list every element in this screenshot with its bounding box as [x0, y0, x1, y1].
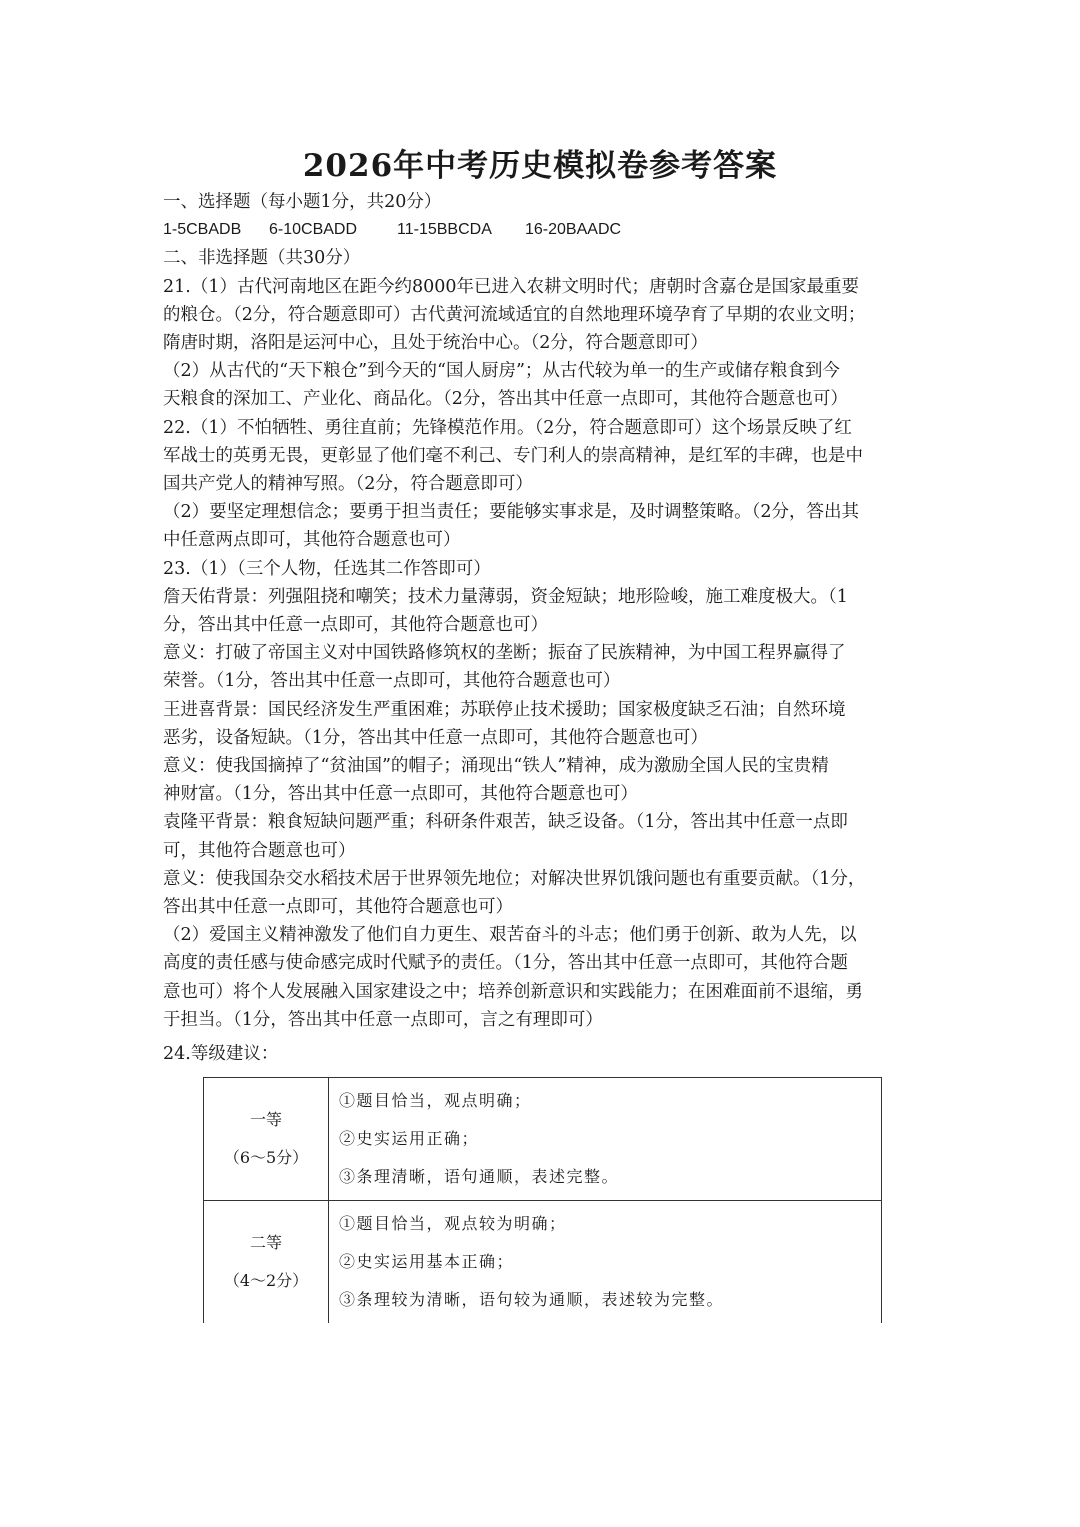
- answer-line: 天粮食的深加工、产业化、商品化。（2分，答出其中任意一点即可，其他符合题意也可）: [163, 389, 848, 410]
- answer-line: 意义：打破了帝国主义对中国铁路修筑权的垄断；振奋了民族精神，为中国工程界赢得了: [163, 643, 846, 664]
- section2-lines: [163, 273, 923, 1034]
- answer-line: （2）要坚定理想信念；要勇于担当责任；要能够实事求是，及时调整策略。（2分，答出其: [163, 502, 860, 523]
- grade-row: [204, 1201, 882, 1324]
- answer-line: 军战士的英勇无畏，更彰显了他们毫不利己、专门利人的崇高精神，是红军的丰碑，也是中: [163, 445, 863, 466]
- grade-level: 二等: [249, 1233, 282, 1252]
- answer-line: 意义：使我国摘掉了“贫油国”的帽子；涌现出“铁人”精神，成为激励全国人民的宝贵精: [163, 756, 829, 777]
- answer-line: 意义：使我国杂交水稻技术居于世界领先地位；对解决世界饥饿问题也有重要贡献。（1分，: [163, 868, 866, 889]
- grade-level-cell: [204, 1078, 329, 1201]
- answer-group: 1-5CBADB: [163, 221, 242, 239]
- answer-line: 荣誉。（1分，答出其中任意一点即可，其他符合题意也可）: [163, 671, 621, 692]
- answer-line: 袁隆平背景：粮食短缺问题严重；科研条件艰苦，缺乏设备。（1分，答出其中任意一点即: [163, 812, 848, 833]
- answer-line: 分，答出其中任意一点即可，其他符合题意也可）: [163, 615, 548, 636]
- answer-line: 22.（1）不怕牺牲、勇往直前；先锋模范作用。（2分，符合题意即可）这个场景反映了红: [163, 417, 852, 438]
- choice-answers: [163, 216, 923, 244]
- answer-line: 意也可）将个人发展融入国家建设之中；培养创新意识和实践能力；在困难面前不退缩，勇: [163, 981, 863, 1002]
- grade-score: （4～2分）: [223, 1271, 309, 1290]
- grade-criterion: ②史实运用正确；: [339, 1129, 480, 1148]
- answer-line: 21.（1）古代河南地区在距今约8000年已进入农耕文明时代；唐朝时含嘉仓是国家最重要: [163, 276, 859, 297]
- answer-group: 6-10CBADD: [269, 221, 358, 239]
- answer-line: 詹天佑背景：列强阻挠和嘲笑；技术力量薄弱，资金短缺；地形险峻，施工难度极大。（1: [163, 586, 848, 607]
- answer-line: （2）爱国主义精神激发了他们自力更生、艰苦奋斗的斗志；他们勇于创新、敢为人先，以: [163, 925, 857, 946]
- answer-line: （2）从古代的“天下粮仓”到今天的“国人厨房”；从古代较为单一的生产或储存粮食到今: [163, 361, 840, 382]
- answer-line: 隋唐时期，洛阳是运河中心，且处于统治中心。（2分，符合题意即可）: [163, 333, 708, 354]
- answer-line: 于担当。（1分，答出其中任意一点即可，言之有理即可）: [163, 1009, 603, 1030]
- grade-criteria-cell: [329, 1078, 882, 1201]
- page-title: 2026年中考历史模拟卷参考答案: [302, 148, 778, 184]
- q24-heading: 24.等级建议：: [163, 1044, 279, 1064]
- grade-score: （6～5分）: [223, 1148, 309, 1167]
- answer-group: 16-20BAADC: [525, 221, 622, 239]
- answer-line: 中任意两点即可，其他符合题意也可）: [163, 530, 461, 551]
- grade-criterion: ①题目恰当，观点较为明确；: [339, 1214, 567, 1233]
- section1-heading: 一、选择题（每小题1分，共20分）: [163, 192, 442, 212]
- section2-heading: 二、非选择题（共30分）: [163, 248, 361, 269]
- answer-line: 国共产党人的精神写照。（2分，符合题意即可）: [163, 474, 533, 495]
- grade-criterion: ②史实运用基本正确；: [339, 1252, 515, 1271]
- answer-line: 答出其中任意一点即可，其他符合题意也可）: [163, 897, 513, 918]
- answer-group: 11-15BBCDA: [397, 221, 492, 239]
- grade-criterion: ③条理较为清晰，语句较为通顺，表述较为完整。: [339, 1290, 725, 1309]
- answer-line: 的粮仓。（2分，符合题意即可）古代黄河流域适宜的自然地理环境孕育了早期的农业文明；: [163, 304, 866, 325]
- grade-level-cell: [204, 1201, 329, 1324]
- answer-line: 王进喜背景：国民经济发生严重困难；苏联停止技术援助；国家极度缺乏石油；自然环境: [163, 699, 846, 720]
- grade-table: [203, 1077, 882, 1323]
- grade-criterion: ③条理清晰，语句通顺，表述完整。: [339, 1167, 620, 1186]
- answer-line: 神财富。（1分，答出其中任意一点即可，其他符合题意也可）: [163, 784, 638, 805]
- answer-line: 23.（1）（三个人物，任选其二作答即可）: [163, 558, 491, 579]
- grade-criteria-cell: [329, 1201, 882, 1324]
- answer-line: 高度的责任感与使命感完成时代赋予的责任。（1分，答出其中任意一点即可，其他符合题: [163, 953, 848, 974]
- answer-line: 恶劣，设备短缺。（1分，答出其中任意一点即可，其他符合题意也可）: [163, 727, 708, 748]
- grade-level: 一等: [249, 1110, 282, 1129]
- grade-row: [204, 1078, 882, 1201]
- answer-body: [163, 188, 923, 1034]
- grade-criterion: ①题目恰当，观点明确；: [339, 1091, 532, 1110]
- answer-line: 可，其他符合题意也可）: [163, 840, 356, 861]
